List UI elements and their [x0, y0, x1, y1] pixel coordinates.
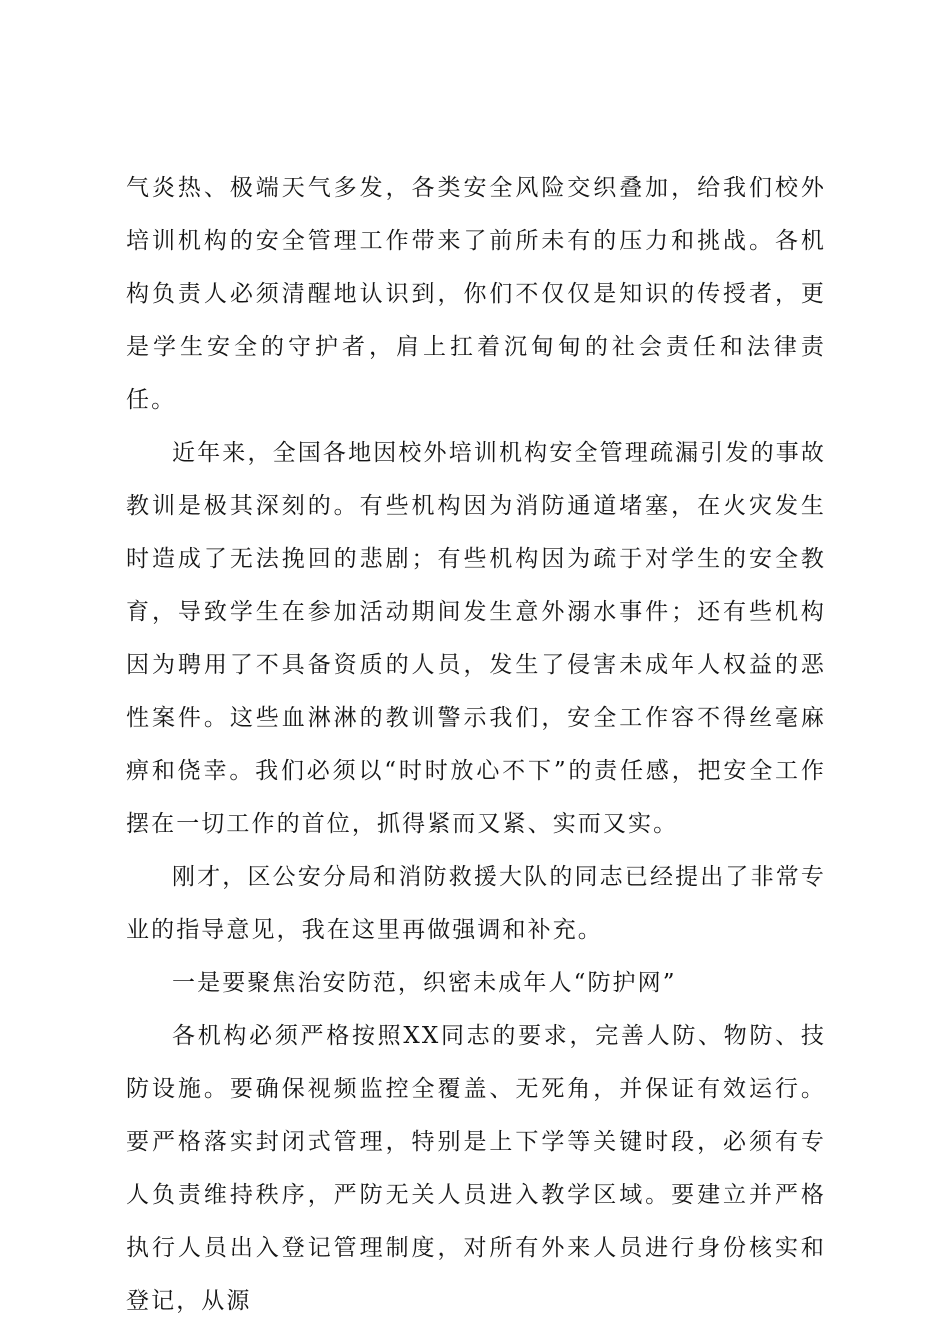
paragraph-3: 刚才，区公安分局和消防救援大队的同志已经提出了非常专业的指导意见，我在这里再做强调和补充。 [126, 864, 826, 943]
paragraph-4: 各机构必须严格按照XX同志的要求，完善人防、物防、技防设施。要确保视频监控全覆盖、无死角，并保证有效运行。要严格落实封闭式管理，特别是上下学等关键时段，必须有专人负责维持秩序，严防无关人员进入教学区域。要建立并严格执行人员出入登记管理制度，对所有外来人员进行身份核实和登记，从源 [126, 1023, 826, 1314]
section-heading-1: 一是要聚焦治安防范，织密未成年人“防护网” [172, 970, 677, 996]
document-body [126, 162, 826, 1328]
paragraph-2: 近年来，全国各地因校外培训机构安全管理疏漏引发的事故教训是极其深刻的。有些机构因为消防通道堵塞，在火灾发生时造成了无法挽回的悲剧；有些机构因为疏于对学生的安全教育，导致学生在参加活动期间发生意外溺水事件；还有些机构因为聘用了不具备资质的人员，发生了侵害未成年人权益的恶性案件。这些血淋淋的教训警示我们，安全工作容不得丝毫麻痹和侥幸。我们必须以“时时放心不下”的责任感，把安全工作摆在一切工作的首位，抓得紧而又紧、实而又实。 [126, 440, 826, 837]
paragraph-1: 气炎热、极端天气多发，各类安全风险交织叠加，给我们校外培训机构的安全管理工作带来了前所未有的压力和挑战。各机构负责人必须清醒地认识到，你们不仅仅是知识的传授者，更是学生安全的守护者，肩上扛着沉甸甸的社会责任和法律责任。 [126, 175, 826, 413]
